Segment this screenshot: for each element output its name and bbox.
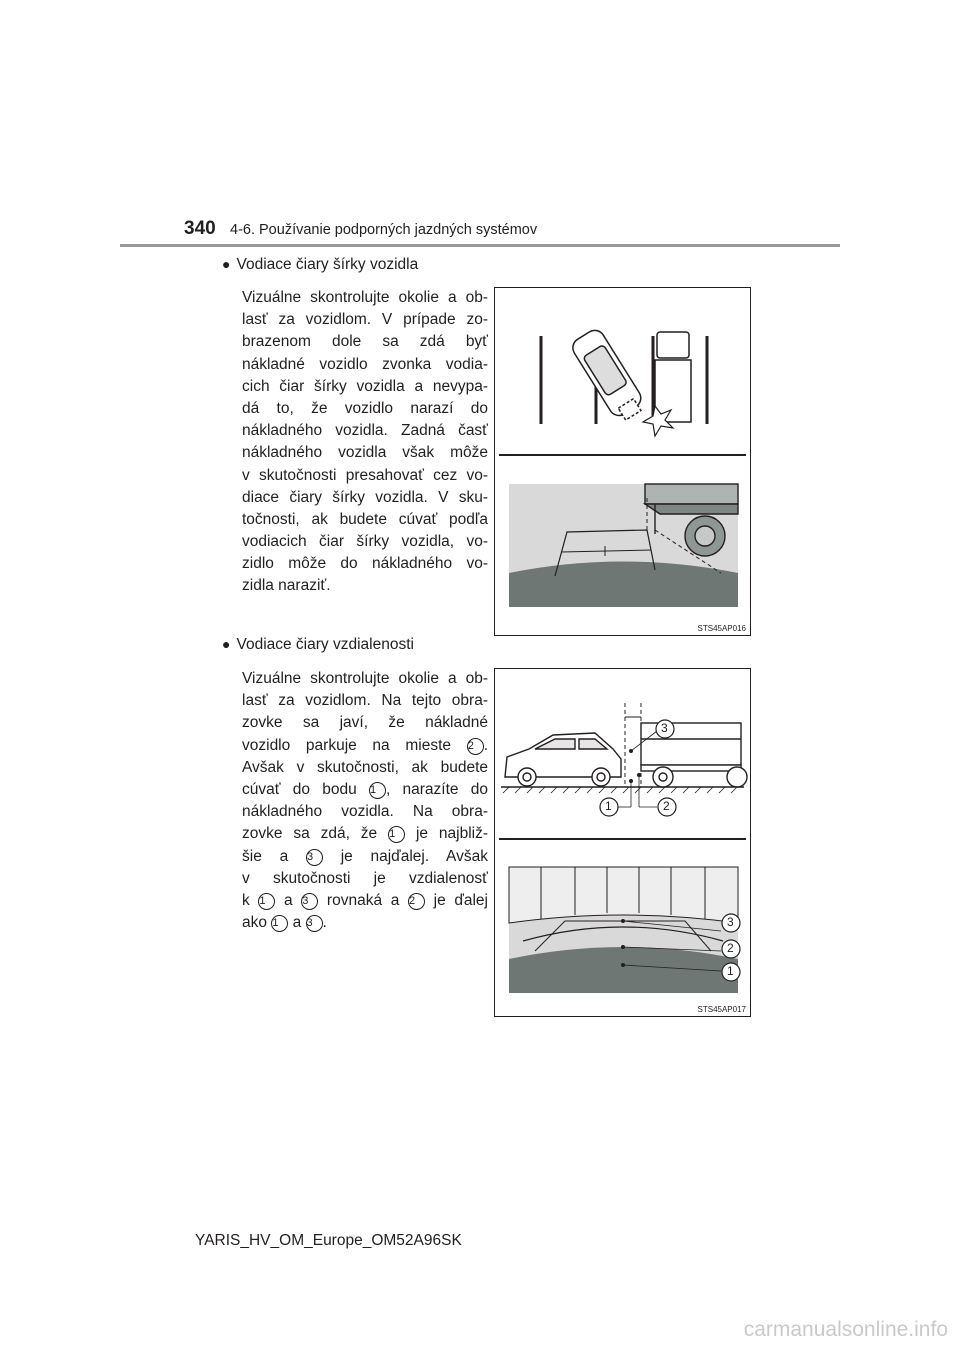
- circled-number-icon: 3: [306, 849, 323, 866]
- figure-code: STS45AP016: [697, 624, 746, 633]
- callout-number: 1: [605, 799, 612, 813]
- bullet-icon: ●: [222, 636, 231, 652]
- callout-number: 2: [727, 941, 734, 955]
- paragraph-distance-lines: [242, 668, 488, 934]
- text-line: [242, 735, 488, 757]
- text-line: dá to, že vozidlo narazí do: [242, 399, 488, 417]
- text-line: točnosti, ak budete cúvať podľa: [242, 510, 488, 528]
- text-segment: .: [483, 736, 488, 754]
- text-line: diace čiary šírky vozidla. V sku-: [242, 488, 488, 506]
- circled-number-icon: 3: [301, 893, 318, 910]
- text-line: cich čiar šírky vozidla a nevypa-: [242, 377, 488, 395]
- bullet-heading-width-lines: [222, 256, 418, 274]
- bullet-heading-text: Vodiace čiary vzdialenosti: [236, 636, 414, 653]
- text-segment: vozidlo parkuje na mieste: [242, 736, 467, 754]
- text-line: [242, 779, 488, 801]
- text-segment: zovke sa zdá, že: [242, 825, 389, 843]
- text-line: v skutočnosti je vzdialenosť: [242, 869, 488, 887]
- figure-distance-lines: [494, 668, 751, 1017]
- text-line: brazenom dole sa zdá byť: [242, 333, 488, 351]
- text-segment: .: [322, 914, 327, 932]
- text-segment: je ďalej: [424, 891, 488, 909]
- text-line: lasť za vozidlom. V prípade zo-: [242, 311, 488, 329]
- text-line: zidla naraziť.: [242, 577, 331, 595]
- callout-number: 3: [727, 915, 734, 929]
- car-top-view: [569, 327, 648, 425]
- text-line: [242, 912, 488, 934]
- circled-number-icon: 1: [369, 782, 386, 799]
- circled-number-icon: 1: [258, 893, 275, 910]
- footer-doc-code: YARIS_HV_OM_Europe_OM52A96SK: [195, 1232, 462, 1249]
- text-segment: a: [288, 914, 306, 932]
- header-rule: [120, 244, 840, 247]
- text-line: nákladného vozidla. Na obra-: [242, 803, 488, 821]
- callout-number: 2: [663, 799, 670, 813]
- text-line: nákladné vozidlo zvonka vodia-: [242, 355, 488, 373]
- text-line: [242, 890, 488, 912]
- callout-number: 3: [661, 721, 668, 735]
- figure-width-lines: [494, 287, 751, 636]
- width-guide-illustration: [495, 288, 750, 635]
- circled-number-icon: 1: [388, 826, 405, 843]
- bullet-icon: ●: [222, 256, 231, 272]
- text-line: zovke sa javí, že nákladné: [242, 714, 488, 732]
- text-line: Avšak v skutočnosti, ak budete: [242, 758, 488, 776]
- text-line: vodiacich čiar šírky vozidla, vo-: [242, 533, 488, 551]
- callout-number: 1: [727, 964, 734, 978]
- text-segment: k: [242, 891, 259, 909]
- text-segment: šie a: [242, 847, 306, 865]
- section-title: 4-6. Používanie podporných jazdných systémov: [230, 222, 538, 238]
- text-line: zidlo môže do nákladného vo-: [242, 555, 488, 573]
- text-line: nákladného vozidla však môže: [242, 444, 488, 462]
- paragraph-width-lines: [242, 287, 488, 598]
- circled-number-icon: 2: [467, 738, 484, 755]
- bullet-heading-text: Vodiace čiary šírky vozidla: [236, 256, 419, 273]
- text-segment: rovnaká a: [318, 891, 408, 909]
- car-side-view: [505, 733, 621, 786]
- watermark[interactable]: carmanualsonline.info: [743, 1318, 948, 1341]
- text-line: [242, 846, 488, 868]
- truck-top-view: [655, 332, 691, 422]
- text-line: Vizuálne skontrolujte okolie a ob-: [242, 289, 488, 306]
- text-line: [242, 823, 488, 845]
- text-segment: ako: [242, 914, 272, 932]
- distance-guide-illustration: [495, 669, 750, 1016]
- text-segment: a: [275, 891, 302, 909]
- circled-number-icon: 1: [271, 915, 288, 932]
- text-line: v skutočnosti presahovať cez vo-: [242, 466, 488, 484]
- circled-number-icon: 3: [306, 915, 323, 932]
- figure-code: STS45AP017: [697, 1005, 746, 1014]
- text-line: lasť za vozidlom. Na tejto obra-: [242, 692, 488, 710]
- text-line: nákladného vozidla. Zadná časť: [242, 422, 488, 440]
- text-segment: je najďalej. Avšak: [322, 847, 488, 865]
- text-segment: cúvať do bodu: [242, 780, 369, 798]
- page-number: 340: [184, 218, 216, 239]
- text-segment: je najbliž-: [405, 825, 488, 843]
- circled-number-icon: 2: [408, 893, 425, 910]
- text-segment: , narazíte do: [385, 780, 488, 798]
- text-line: Vizuálne skontrolujte okolie a ob-: [242, 670, 488, 687]
- bullet-heading-distance-lines: [222, 636, 414, 654]
